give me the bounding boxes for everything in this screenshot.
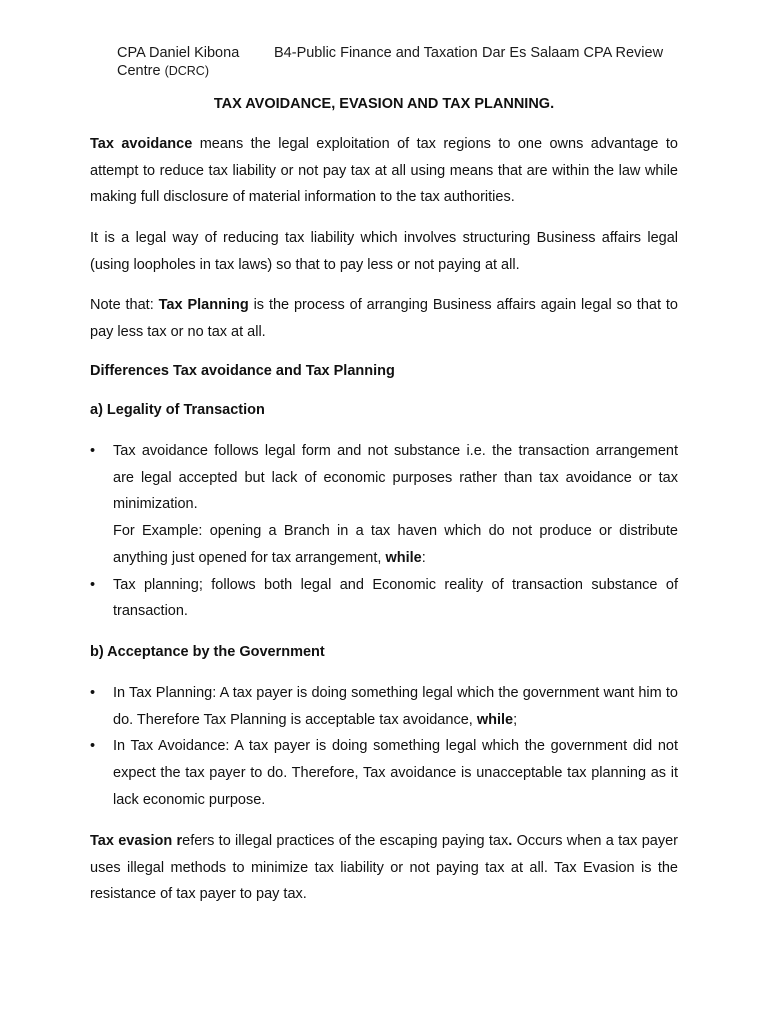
paragraph-legal-way: It is a legal way of reducing tax liability which involves structuring Business affairs legal (using loopholes in tax laws) so that to pay less or not paying at all. [90, 230, 678, 273]
list-item [90, 572, 678, 625]
paragraph-tax-evasion [90, 828, 678, 908]
heading-legality: a) Legality of Transaction [90, 402, 265, 418]
term-tax-planning: Tax Planning [158, 297, 249, 313]
bullet-icon: • [90, 443, 96, 459]
header-subject: B4-Public Finance and Taxation [274, 45, 478, 61]
note-prefix: Note that: [90, 297, 159, 313]
page-title: TAX AVOIDANCE, EVASION AND TAX PLANNING. [213, 96, 555, 112]
header-institution: Dar Es Salaam CPA Review [482, 45, 664, 61]
header-centre-label: Centre [117, 63, 165, 79]
paragraph-tax-planning-note [90, 292, 678, 345]
list-item [90, 733, 678, 813]
list-item-text: In Tax Planning: A tax payer is doing something legal which the government want him to do. Therefore Tax Planning is acceptable tax avoidance, [113, 685, 678, 728]
paragraph-text: is the process of arranging Business affairs again legal so that to pay less tax or no tax at all. [90, 297, 678, 340]
list-item-text: In Tax Avoidance: A tax payer is doing something legal which the government did not expect the tax payer to do. Therefore, Tax avoidance is unacceptable tax planning as it lack economic purpose. [113, 738, 678, 808]
bullet-list-legality [90, 438, 678, 625]
list-item-text: Tax planning; follows both legal and Economic reality of transaction substance of transaction. [113, 576, 678, 620]
paragraph-tax-avoidance [90, 131, 678, 211]
paragraph-text: Occurs when a tax payer uses illegal methods to minimize tax liability or not paying tax at all. Tax Evasion is the resistance of tax payer to pay tax. [90, 833, 678, 903]
emphasis-while: while [385, 549, 422, 566]
bullet-icon: • [90, 738, 96, 755]
paragraph-text: means the legal exploitation of tax regions to one owns advantage to attempt to reduce tax liability or not pay tax at all using means that are within the law while making full disclosure of material information to the tax authorities. [90, 136, 679, 206]
bullet-list-acceptance [90, 680, 678, 814]
bullet-icon: • [90, 576, 96, 593]
page-header [117, 44, 737, 80]
list-item [90, 680, 678, 733]
heading-acceptance: b) Acceptance by the Government [90, 644, 325, 660]
header-centre-abbr: (DCRC) [164, 64, 209, 78]
punctuation: ; [513, 711, 518, 728]
bullet-icon: • [90, 685, 96, 701]
term-tax-avoidance: Tax avoidance [90, 136, 193, 152]
punctuation: : [421, 549, 426, 566]
term-tax-evasion: Tax evasion r [90, 833, 183, 849]
header-author: CPA Daniel Kibona [117, 45, 240, 61]
emphasis-while: while [476, 711, 514, 728]
header-centre [117, 62, 209, 80]
paragraph-text: efers to illegal practices of the escaping paying tax [182, 833, 509, 849]
list-item-text: Tax avoidance follows legal form and not substance i.e. the transaction arrangement are legal accepted but lack of economic purposes rather than tax avoidance or tax minimization. [113, 443, 678, 513]
list-item [90, 438, 678, 572]
heading-differences: Differences Tax avoidance and Tax Planning [90, 363, 395, 379]
list-item-example: For Example: opening a Branch in a tax haven which do not produce or distribute anything just opened for tax arrangement, [113, 523, 678, 566]
bold-period: . [508, 833, 513, 849]
